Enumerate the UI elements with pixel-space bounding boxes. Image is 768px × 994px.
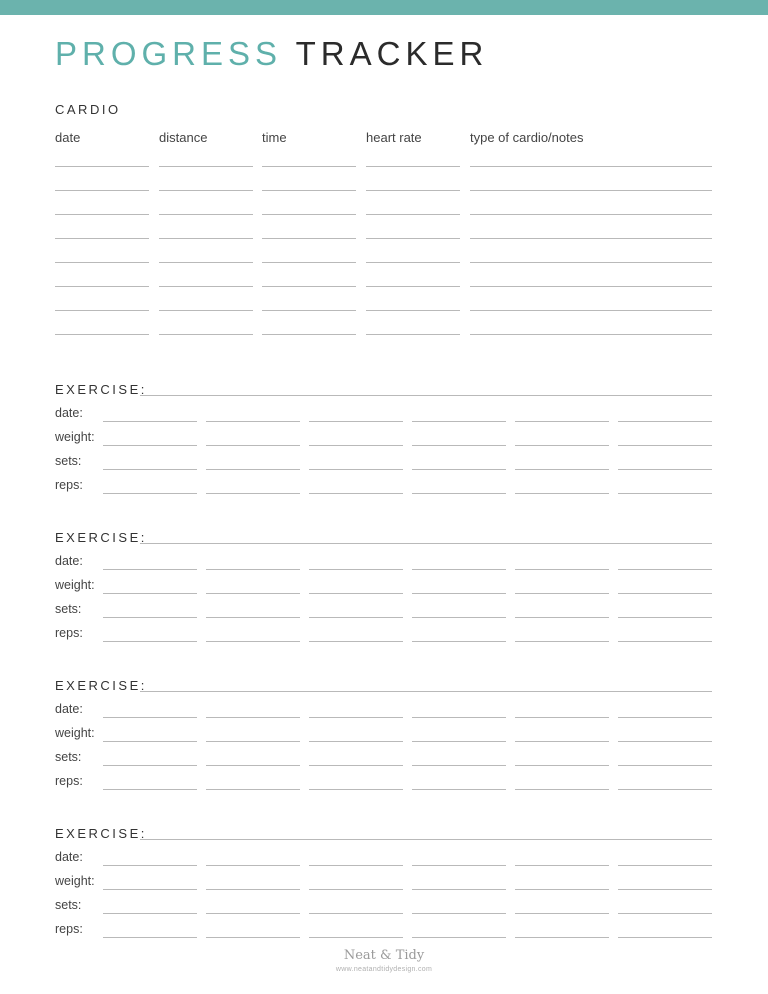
exercise-entry-line[interactable] (618, 865, 712, 866)
exercise-entry-line[interactable] (206, 493, 300, 494)
exercise-entry-line[interactable] (618, 641, 712, 642)
cardio-entry-line[interactable] (55, 190, 149, 191)
cardio-entry-line[interactable] (366, 262, 460, 263)
cardio-entry-line[interactable] (366, 310, 460, 311)
cardio-entry-line[interactable] (262, 166, 356, 167)
cardio-column-header: time (262, 130, 287, 145)
exercise-entry-line[interactable] (309, 469, 403, 470)
cardio-entry-line[interactable] (470, 286, 712, 287)
exercise-entry-line[interactable] (618, 593, 712, 594)
exercise-entry-line[interactable] (515, 717, 609, 718)
exercise-entry-line[interactable] (309, 617, 403, 618)
exercise-entry-line[interactable] (206, 865, 300, 866)
exercise-entry-line[interactable] (103, 741, 197, 742)
exercise-entry-line[interactable] (103, 421, 197, 422)
exercise-entry-line[interactable] (206, 789, 300, 790)
exercise-entry-line[interactable] (412, 469, 506, 470)
cardio-entry-line[interactable] (159, 238, 253, 239)
exercise-entry-line[interactable] (618, 889, 712, 890)
exercise-field-label: reps: (55, 774, 83, 788)
exercise-entry-line[interactable] (515, 741, 609, 742)
cardio-entry-line[interactable] (262, 262, 356, 263)
exercise-name-line[interactable] (140, 839, 712, 840)
cardio-entry-line[interactable] (470, 310, 712, 311)
exercise-entry-line[interactable] (309, 913, 403, 914)
exercise-entry-line[interactable] (618, 913, 712, 914)
cardio-column-header: date (55, 130, 81, 145)
exercise-entry-line[interactable] (412, 445, 506, 446)
exercise-entry-line[interactable] (206, 641, 300, 642)
exercise-entry-line[interactable] (618, 469, 712, 470)
exercise-field-label: reps: (55, 478, 83, 492)
exercise-entry-line[interactable] (103, 469, 197, 470)
cardio-entry-line[interactable] (159, 214, 253, 215)
cardio-entry-line[interactable] (366, 214, 460, 215)
cardio-entry-line[interactable] (55, 286, 149, 287)
exercise-entry-line[interactable] (206, 913, 300, 914)
exercise-entry-line[interactable] (412, 889, 506, 890)
exercise-entry-line[interactable] (618, 741, 712, 742)
exercise-label: EXERCISE: (55, 678, 147, 693)
exercise-entry-line[interactable] (515, 593, 609, 594)
exercise-entry-line[interactable] (515, 865, 609, 866)
exercise-entry-line[interactable] (206, 421, 300, 422)
cardio-entry-line[interactable] (470, 166, 712, 167)
exercise-entry-line[interactable] (206, 741, 300, 742)
exercise-entry-line[interactable] (206, 937, 300, 938)
exercise-field-label: sets: (55, 454, 82, 468)
cardio-entry-line[interactable] (262, 214, 356, 215)
exercise-entry-line[interactable] (206, 717, 300, 718)
exercise-entry-line[interactable] (618, 569, 712, 570)
exercise-entry-line[interactable] (412, 765, 506, 766)
exercise-entry-line[interactable] (515, 641, 609, 642)
exercise-entry-line[interactable] (309, 641, 403, 642)
cardio-entry-line[interactable] (262, 238, 356, 239)
exercise-entry-line[interactable] (103, 789, 197, 790)
cardio-entry-line[interactable] (159, 334, 253, 335)
top-accent-bar (0, 0, 768, 15)
exercise-entry-line[interactable] (309, 937, 403, 938)
exercise-entry-line[interactable] (103, 889, 197, 890)
exercise-entry-line[interactable] (515, 913, 609, 914)
exercise-entry-line[interactable] (515, 421, 609, 422)
exercise-field-label: sets: (55, 898, 82, 912)
exercise-entry-line[interactable] (412, 913, 506, 914)
exercise-entry-line[interactable] (515, 789, 609, 790)
cardio-entry-line[interactable] (55, 262, 149, 263)
exercise-entry-line[interactable] (412, 617, 506, 618)
footer-brand: Neat & Tidy (343, 948, 425, 963)
exercise-entry-line[interactable] (309, 493, 403, 494)
exercise-entry-line[interactable] (309, 421, 403, 422)
cardio-column-header: type of cardio/notes (470, 130, 584, 145)
exercise-entry-line[interactable] (206, 569, 300, 570)
exercise-entry-line[interactable] (309, 789, 403, 790)
exercise-entry-line[interactable] (309, 445, 403, 446)
cardio-entry-line[interactable] (262, 310, 356, 311)
exercise-entry-line[interactable] (618, 717, 712, 718)
exercise-entry-line[interactable] (103, 913, 197, 914)
exercise-entry-line[interactable] (412, 641, 506, 642)
exercise-field-label: reps: (55, 922, 83, 936)
cardio-entry-line[interactable] (366, 166, 460, 167)
exercise-entry-line[interactable] (103, 865, 197, 866)
exercise-entry-line[interactable] (206, 593, 300, 594)
exercise-entry-line[interactable] (412, 789, 506, 790)
exercise-entry-line[interactable] (412, 421, 506, 422)
cardio-section-label: CARDIO (55, 102, 121, 117)
exercise-field-label: weight: (55, 578, 95, 592)
cardio-entry-line[interactable] (470, 214, 712, 215)
exercise-entry-line[interactable] (103, 937, 197, 938)
cardio-entry-line[interactable] (262, 190, 356, 191)
exercise-entry-line[interactable] (103, 617, 197, 618)
exercise-entry-line[interactable] (103, 593, 197, 594)
exercise-entry-line[interactable] (309, 765, 403, 766)
cardio-entry-line[interactable] (366, 190, 460, 191)
footer-url: www.neatandtidydesign.com (335, 966, 433, 973)
cardio-entry-line[interactable] (470, 190, 712, 191)
exercise-entry-line[interactable] (103, 445, 197, 446)
exercise-field-label: date: (55, 850, 83, 864)
cardio-entry-line[interactable] (262, 286, 356, 287)
exercise-entry-line[interactable] (206, 445, 300, 446)
exercise-entry-line[interactable] (515, 493, 609, 494)
cardio-entry-line[interactable] (55, 238, 149, 239)
exercise-entry-line[interactable] (412, 593, 506, 594)
exercise-field-label: date: (55, 554, 83, 568)
exercise-entry-line[interactable] (618, 765, 712, 766)
cardio-entry-line[interactable] (159, 310, 253, 311)
exercise-entry-line[interactable] (515, 889, 609, 890)
exercise-entry-line[interactable] (309, 593, 403, 594)
exercise-field-label: date: (55, 406, 83, 420)
exercise-field-label: reps: (55, 626, 83, 640)
exercise-entry-line[interactable] (618, 937, 712, 938)
exercise-entry-line[interactable] (412, 717, 506, 718)
exercise-entry-line[interactable] (412, 865, 506, 866)
title-word-tracker: TRACKER (295, 35, 489, 72)
cardio-entry-line[interactable] (55, 334, 149, 335)
title-word-progress: PROGRESS (55, 35, 283, 72)
exercise-entry-line[interactable] (618, 421, 712, 422)
exercise-entry-line[interactable] (515, 469, 609, 470)
exercise-field-label: weight: (55, 726, 95, 740)
exercise-label: EXERCISE: (55, 530, 147, 545)
exercise-entry-line[interactable] (309, 865, 403, 866)
exercise-entry-line[interactable] (515, 617, 609, 618)
cardio-entry-line[interactable] (159, 190, 253, 191)
exercise-entry-line[interactable] (206, 765, 300, 766)
cardio-entry-line[interactable] (366, 238, 460, 239)
cardio-entry-line[interactable] (159, 262, 253, 263)
exercise-entry-line[interactable] (412, 741, 506, 742)
exercise-entry-line[interactable] (412, 569, 506, 570)
cardio-column-header: heart rate (366, 130, 422, 145)
exercise-entry-line[interactable] (515, 569, 609, 570)
exercise-field-label: sets: (55, 602, 82, 616)
exercise-entry-line[interactable] (103, 569, 197, 570)
cardio-entry-line[interactable] (55, 214, 149, 215)
exercise-entry-line[interactable] (412, 937, 506, 938)
cardio-entry-line[interactable] (159, 166, 253, 167)
exercise-entry-line[interactable] (618, 617, 712, 618)
exercise-name-line[interactable] (140, 691, 712, 692)
page-title (55, 34, 488, 74)
exercise-label: EXERCISE: (55, 382, 147, 397)
cardio-entry-line[interactable] (262, 334, 356, 335)
exercise-entry-line[interactable] (618, 493, 712, 494)
cardio-entry-line[interactable] (366, 334, 460, 335)
exercise-name-line[interactable] (140, 543, 712, 544)
cardio-column-header: distance (159, 130, 208, 145)
exercise-entry-line[interactable] (515, 937, 609, 938)
exercise-field-label: weight: (55, 874, 95, 888)
exercise-entry-line[interactable] (103, 765, 197, 766)
exercise-entry-line[interactable] (103, 641, 197, 642)
cardio-entry-line[interactable] (55, 166, 149, 167)
exercise-entry-line[interactable] (309, 569, 403, 570)
exercise-name-line[interactable] (140, 395, 712, 396)
exercise-field-label: weight: (55, 430, 95, 444)
cardio-entry-line[interactable] (159, 286, 253, 287)
exercise-entry-line[interactable] (618, 445, 712, 446)
exercise-entry-line[interactable] (515, 765, 609, 766)
cardio-entry-line[interactable] (55, 310, 149, 311)
exercise-entry-line[interactable] (309, 741, 403, 742)
exercise-entry-line[interactable] (412, 493, 506, 494)
exercise-entry-line[interactable] (206, 889, 300, 890)
cardio-entry-line[interactable] (366, 286, 460, 287)
exercise-entry-line[interactable] (309, 889, 403, 890)
cardio-entry-line[interactable] (470, 262, 712, 263)
exercise-field-label: date: (55, 702, 83, 716)
exercise-entry-line[interactable] (515, 445, 609, 446)
exercise-entry-line[interactable] (206, 469, 300, 470)
exercise-entry-line[interactable] (206, 617, 300, 618)
exercise-entry-line[interactable] (103, 493, 197, 494)
exercise-entry-line[interactable] (309, 717, 403, 718)
exercise-field-label: sets: (55, 750, 82, 764)
cardio-entry-line[interactable] (470, 238, 712, 239)
cardio-entry-line[interactable] (470, 334, 712, 335)
exercise-entry-line[interactable] (618, 789, 712, 790)
exercise-entry-line[interactable] (103, 717, 197, 718)
exercise-label: EXERCISE: (55, 826, 147, 841)
